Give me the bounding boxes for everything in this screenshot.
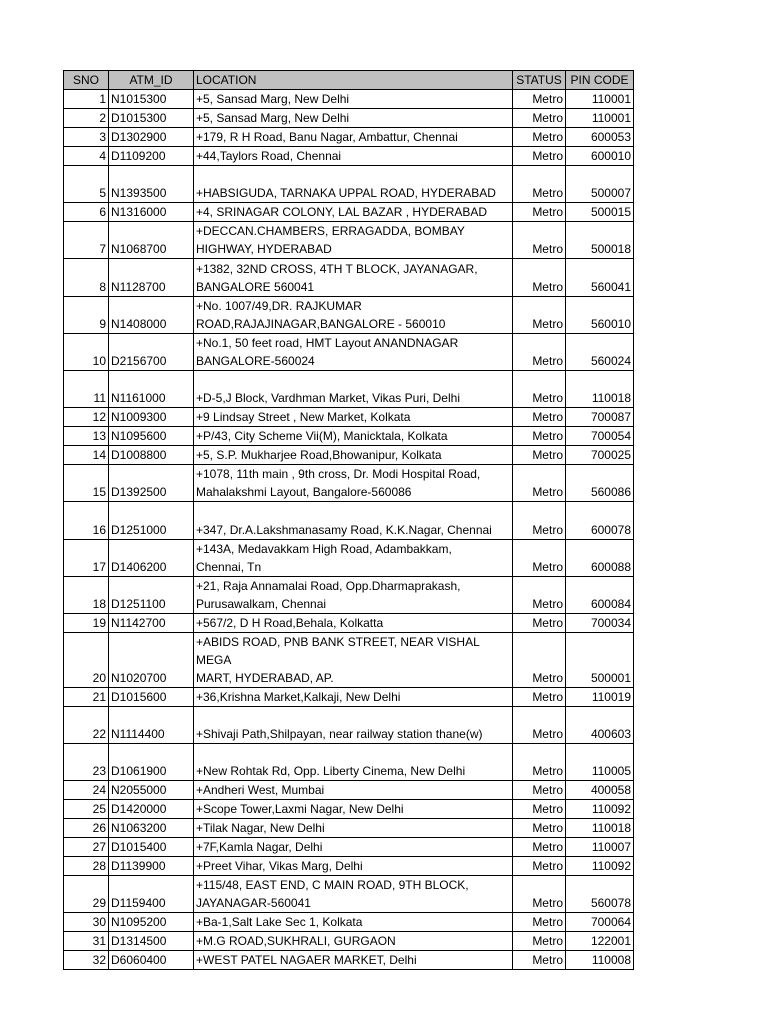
cell-status: Metro	[513, 109, 566, 128]
cell-status: Metro	[513, 706, 566, 743]
cell-sno: 10	[64, 333, 109, 370]
table-row	[64, 502, 634, 539]
cell-status: Metro	[513, 222, 566, 259]
cell-location: +5, Sansad Marg, New Delhi	[194, 90, 513, 109]
cell-location: +5, Sansad Marg, New Delhi	[194, 109, 513, 128]
cell-sno: 22	[64, 706, 109, 743]
cell-status: Metro	[513, 857, 566, 876]
cell-atm-id: D1251100	[109, 576, 194, 613]
cell-sno: 14	[64, 446, 109, 465]
cell-status: Metro	[513, 166, 566, 203]
cell-status: Metro	[513, 333, 566, 370]
cell-sno: 19	[64, 613, 109, 632]
cell-pin-code: 110008	[566, 951, 634, 970]
table-row	[64, 819, 634, 838]
cell-atm-id: N1161000	[109, 370, 194, 407]
table-row	[64, 781, 634, 800]
cell-atm-id: N1020700	[109, 632, 194, 687]
column-header-pin-code: PIN CODE	[566, 71, 634, 90]
cell-pin-code: 110092	[566, 800, 634, 819]
cell-location: +Tilak Nagar, New Delhi	[194, 819, 513, 838]
atm-location-table	[63, 70, 634, 970]
cell-sno: 6	[64, 203, 109, 222]
cell-pin-code: 110005	[566, 744, 634, 781]
cell-pin-code: 122001	[566, 932, 634, 951]
column-header-location: LOCATION	[194, 71, 513, 90]
cell-atm-id: N1015300	[109, 90, 194, 109]
cell-sno: 16	[64, 502, 109, 539]
cell-pin-code: 560041	[566, 259, 634, 296]
column-header-atm-id: ATM_ID	[109, 71, 194, 90]
cell-pin-code: 500018	[566, 222, 634, 259]
cell-location: +Shivaji Path,Shilpayan, near railway station thane(w)	[194, 706, 513, 743]
cell-atm-id: D1392500	[109, 465, 194, 502]
cell-sno: 2	[64, 109, 109, 128]
cell-pin-code: 400603	[566, 706, 634, 743]
table-row	[64, 465, 634, 502]
cell-pin-code: 700025	[566, 446, 634, 465]
cell-atm-id: D6060400	[109, 951, 194, 970]
table-row	[64, 576, 634, 613]
cell-atm-id: N1142700	[109, 613, 194, 632]
table-row	[64, 800, 634, 819]
cell-location: +Preet Vihar, Vikas Marg, Delhi	[194, 857, 513, 876]
cell-status: Metro	[513, 932, 566, 951]
cell-atm-id: N2055000	[109, 781, 194, 800]
cell-atm-id: D1302900	[109, 128, 194, 147]
cell-status: Metro	[513, 951, 566, 970]
cell-status: Metro	[513, 838, 566, 857]
cell-pin-code: 560024	[566, 333, 634, 370]
cell-status: Metro	[513, 259, 566, 296]
table-row	[64, 446, 634, 465]
cell-status: Metro	[513, 632, 566, 687]
table-row	[64, 838, 634, 857]
cell-location: +44,Taylors Road, Chennai	[194, 147, 513, 166]
table-row	[64, 166, 634, 203]
cell-atm-id: N1068700	[109, 222, 194, 259]
cell-atm-id: D1159400	[109, 876, 194, 913]
table-row	[64, 408, 634, 427]
cell-pin-code: 110092	[566, 857, 634, 876]
cell-location: +New Rohtak Rd, Opp. Liberty Cinema, New Delhi	[194, 744, 513, 781]
cell-pin-code: 600088	[566, 539, 634, 576]
cell-status: Metro	[513, 147, 566, 166]
cell-sno: 29	[64, 876, 109, 913]
column-header-sno: SNO	[64, 71, 109, 90]
cell-pin-code: 400058	[566, 781, 634, 800]
cell-atm-id: D1015300	[109, 109, 194, 128]
cell-atm-id: D1406200	[109, 539, 194, 576]
cell-sno: 32	[64, 951, 109, 970]
cell-pin-code: 700054	[566, 427, 634, 446]
cell-sno: 18	[64, 576, 109, 613]
cell-status: Metro	[513, 744, 566, 781]
cell-sno: 12	[64, 408, 109, 427]
cell-pin-code: 700087	[566, 408, 634, 427]
cell-status: Metro	[513, 427, 566, 446]
cell-sno: 1	[64, 90, 109, 109]
cell-sno: 17	[64, 539, 109, 576]
cell-atm-id: D2156700	[109, 333, 194, 370]
cell-pin-code: 500007	[566, 166, 634, 203]
cell-location: +HABSIGUDA, TARNAKA UPPAL ROAD, HYDERABAD	[194, 166, 513, 203]
cell-sno: 25	[64, 800, 109, 819]
column-header-status: STATUS	[513, 71, 566, 90]
cell-pin-code: 500001	[566, 632, 634, 687]
cell-pin-code: 110019	[566, 687, 634, 706]
cell-location: +WEST PATEL NAGAER MARKET, Delhi	[194, 951, 513, 970]
cell-location: +21, Raja Annamalai Road, Opp.Dharmaprakash, Purusawalkam, Chennai	[194, 576, 513, 613]
cell-pin-code: 600010	[566, 147, 634, 166]
table-row	[64, 876, 634, 913]
cell-status: Metro	[513, 502, 566, 539]
cell-sno: 28	[64, 857, 109, 876]
cell-location: +1382, 32ND CROSS, 4TH T BLOCK, JAYANAGAR, BANGALORE 560041	[194, 259, 513, 296]
cell-pin-code: 110001	[566, 90, 634, 109]
table-row	[64, 913, 634, 932]
cell-sno: 27	[64, 838, 109, 857]
cell-atm-id: D1314500	[109, 932, 194, 951]
cell-location: +ABIDS ROAD, PNB BANK STREET, NEAR VISHAL MEGA MART, HYDERABAD, AP.	[194, 632, 513, 687]
cell-pin-code: 110007	[566, 838, 634, 857]
cell-pin-code: 700034	[566, 613, 634, 632]
cell-pin-code: 500015	[566, 203, 634, 222]
table-row	[64, 222, 634, 259]
table-row	[64, 90, 634, 109]
table-row	[64, 128, 634, 147]
cell-location: +1078, 11th main , 9th cross, Dr. Modi Hospital Road, Mahalakshmi Layout, Bangalore-560086	[194, 465, 513, 502]
cell-location: +Scope Tower,Laxmi Nagar, New Delhi	[194, 800, 513, 819]
cell-atm-id: N1009300	[109, 408, 194, 427]
cell-atm-id: N1128700	[109, 259, 194, 296]
cell-sno: 23	[64, 744, 109, 781]
cell-location: +347, Dr.A.Lakshmanasamy Road, K.K.Nagar, Chennai	[194, 502, 513, 539]
cell-status: Metro	[513, 408, 566, 427]
cell-pin-code: 110018	[566, 819, 634, 838]
cell-location: +Ba-1,Salt Lake Sec 1, Kolkata	[194, 913, 513, 932]
cell-status: Metro	[513, 203, 566, 222]
table-row	[64, 951, 634, 970]
cell-atm-id: D1008800	[109, 446, 194, 465]
table-row	[64, 687, 634, 706]
table-row	[64, 147, 634, 166]
table-row	[64, 632, 634, 687]
cell-location: +9 Lindsay Street , New Market, Kolkata	[194, 408, 513, 427]
table-row	[64, 613, 634, 632]
cell-pin-code: 560086	[566, 465, 634, 502]
cell-location: +D-5,J Block, Vardhman Market, Vikas Puri, Delhi	[194, 370, 513, 407]
cell-atm-id: N1393500	[109, 166, 194, 203]
cell-sno: 15	[64, 465, 109, 502]
cell-pin-code: 560010	[566, 296, 634, 333]
table-row	[64, 259, 634, 296]
cell-sno: 5	[64, 166, 109, 203]
cell-status: Metro	[513, 465, 566, 502]
cell-atm-id: D1251000	[109, 502, 194, 539]
cell-pin-code: 600084	[566, 576, 634, 613]
cell-status: Metro	[513, 687, 566, 706]
table-row	[64, 539, 634, 576]
table-row	[64, 296, 634, 333]
cell-location: +No.1, 50 feet road, HMT Layout ANANDNAGAR BANGALORE-560024	[194, 333, 513, 370]
cell-pin-code: 600078	[566, 502, 634, 539]
cell-status: Metro	[513, 446, 566, 465]
cell-location: +143A, Medavakkam High Road, Adambakkam, Chennai, Tn	[194, 539, 513, 576]
cell-location: +Andheri West, Mumbai	[194, 781, 513, 800]
cell-sno: 3	[64, 128, 109, 147]
cell-pin-code: 110018	[566, 370, 634, 407]
cell-atm-id: N1114400	[109, 706, 194, 743]
cell-status: Metro	[513, 539, 566, 576]
cell-atm-id: N1095600	[109, 427, 194, 446]
cell-atm-id: D1139900	[109, 857, 194, 876]
cell-sno: 26	[64, 819, 109, 838]
table-row	[64, 109, 634, 128]
cell-location: +36,Krishna Market,Kalkaji, New Delhi	[194, 687, 513, 706]
cell-sno: 13	[64, 427, 109, 446]
table-row	[64, 857, 634, 876]
table-row	[64, 370, 634, 407]
cell-pin-code: 700064	[566, 913, 634, 932]
cell-sno: 31	[64, 932, 109, 951]
cell-status: Metro	[513, 819, 566, 838]
cell-atm-id: D1420000	[109, 800, 194, 819]
table-row	[64, 744, 634, 781]
table-row	[64, 706, 634, 743]
cell-location: +No. 1007/49,DR. RAJKUMAR ROAD,RAJAJINAGAR,BANGALORE - 560010	[194, 296, 513, 333]
table-row	[64, 932, 634, 951]
cell-sno: 30	[64, 913, 109, 932]
cell-sno: 7	[64, 222, 109, 259]
cell-sno: 24	[64, 781, 109, 800]
cell-atm-id: D1109200	[109, 147, 194, 166]
cell-sno: 20	[64, 632, 109, 687]
cell-status: Metro	[513, 296, 566, 333]
table-row	[64, 427, 634, 446]
cell-location: +567/2, D H Road,Behala, Kolkatta	[194, 613, 513, 632]
cell-location: +M.G ROAD,SUKHRALI, GURGAON	[194, 932, 513, 951]
cell-atm-id: N1063200	[109, 819, 194, 838]
cell-sno: 21	[64, 687, 109, 706]
cell-atm-id: D1015400	[109, 838, 194, 857]
cell-status: Metro	[513, 370, 566, 407]
cell-pin-code: 560078	[566, 876, 634, 913]
cell-status: Metro	[513, 128, 566, 147]
cell-atm-id: N1316000	[109, 203, 194, 222]
cell-status: Metro	[513, 613, 566, 632]
cell-location: +115/48, EAST END, C MAIN ROAD, 9TH BLOCK, JAYANAGAR-560041	[194, 876, 513, 913]
cell-location: +7F,Kamla Nagar, Delhi	[194, 838, 513, 857]
cell-pin-code: 110001	[566, 109, 634, 128]
cell-location: +P/43, City Scheme Vii(M), Manicktala, Kolkata	[194, 427, 513, 446]
cell-atm-id: N1408000	[109, 296, 194, 333]
cell-status: Metro	[513, 90, 566, 109]
table-body	[64, 90, 634, 970]
cell-location: +4, SRINAGAR COLONY, LAL BAZAR , HYDERABAD	[194, 203, 513, 222]
cell-sno: 8	[64, 259, 109, 296]
cell-status: Metro	[513, 576, 566, 613]
cell-sno: 9	[64, 296, 109, 333]
cell-status: Metro	[513, 876, 566, 913]
cell-sno: 11	[64, 370, 109, 407]
cell-status: Metro	[513, 781, 566, 800]
cell-status: Metro	[513, 800, 566, 819]
cell-sno: 4	[64, 147, 109, 166]
cell-atm-id: D1061900	[109, 744, 194, 781]
table-row	[64, 203, 634, 222]
cell-status: Metro	[513, 913, 566, 932]
table-header-row	[64, 71, 634, 90]
cell-pin-code: 600053	[566, 128, 634, 147]
cell-atm-id: D1015600	[109, 687, 194, 706]
table-row	[64, 333, 634, 370]
cell-location: +179, R H Road, Banu Nagar, Ambattur, Chennai	[194, 128, 513, 147]
cell-atm-id: N1095200	[109, 913, 194, 932]
cell-location: +5, S.P. Mukharjee Road,Bhowanipur, Kolkata	[194, 446, 513, 465]
cell-location: +DECCAN.CHAMBERS, ERRAGADDA, BOMBAY HIGHWAY, HYDERABAD	[194, 222, 513, 259]
